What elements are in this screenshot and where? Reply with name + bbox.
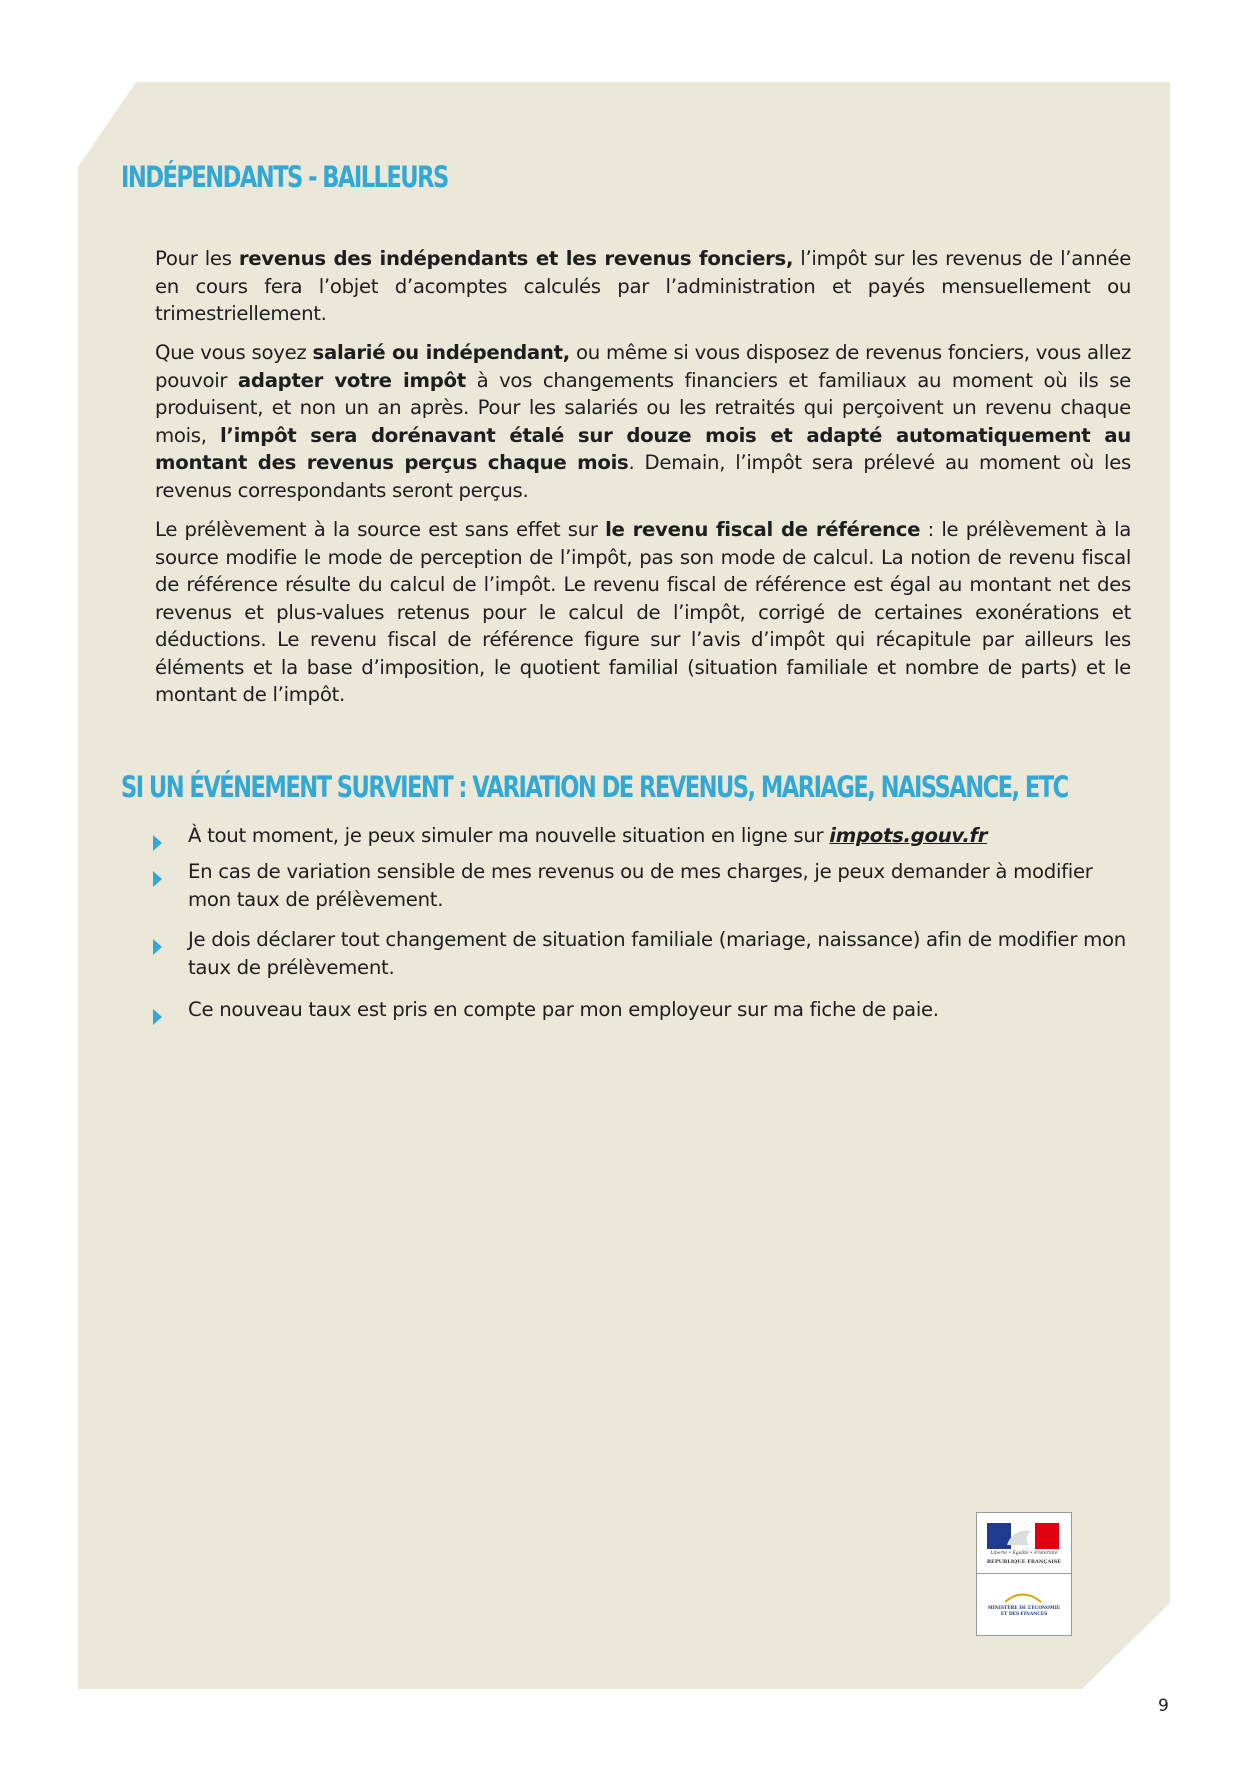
paragraph-independants <box>155 245 1131 328</box>
bullet-arrow-icon <box>153 939 162 955</box>
impots-link[interactable]: impots.gouv.fr <box>829 824 988 847</box>
text: À tout moment, je peux simuler ma nouvelle situation en ligne sur <box>188 824 830 847</box>
text: ou même si vous disposez de revenus fonciers, vous allez pouvoir <box>155 341 1131 392</box>
ministry-arc-icon <box>1003 1591 1043 1603</box>
paragraph-revenu-fiscal <box>155 516 1131 709</box>
marianne-flag-icon <box>987 1523 1059 1549</box>
logo-motto: Liberté • Égalité • Fraternité <box>990 1551 1058 1556</box>
list-item: Ce nouveau taux est pris en compte par mon employeur sur ma fiche de paie. <box>188 998 939 1021</box>
ministry-logo <box>976 1512 1072 1636</box>
text: Que vous soyez <box>155 341 313 364</box>
text: : le prélèvement à la source modifie le mode de perception de l’impôt, pas son mode de calcul. La notion de revenu fiscal de référence résulte du calcul de l’impôt. Le revenu fiscal de référence est égal au montant net des revenus et plus-values retenus pour le calcul de l’impôt, corrigé de certaines exonérations et déductions. Le revenu fiscal de référence figure sur l’avis d’impôt qui récapitule par ailleurs les éléments et la base d’imposition, le quotient familial (situation familiale et nombre de parts) et le montant de l’impôt. <box>155 518 1132 706</box>
text: Le prélèvement à la source est sans effet sur <box>155 518 606 541</box>
bold-text: revenus des indépendants et les revenus fonciers, <box>238 247 794 270</box>
list-item: Je dois déclarer tout changement de situation familiale (mariage, naissance) afin de modifier mon taux de prélèvement. <box>188 928 1126 979</box>
logo-ministry-line: MINISTÈRE DE L’ÉCONOMIE <box>987 1606 1061 1611</box>
bullet-arrow-icon <box>153 871 162 887</box>
bold-text: salarié ou indépendant, <box>312 341 570 364</box>
section-heading-independants: INDÉPENDANTS - BAILLEURS <box>121 160 448 194</box>
bold-text: adapter votre impôt <box>237 368 466 392</box>
paragraph-salarie <box>155 339 1131 504</box>
logo-ministry-line: ET DES FINANCES <box>1000 1611 1048 1617</box>
text: Pour les <box>155 247 239 270</box>
logo-ministry <box>977 1606 1071 1617</box>
list-item <box>188 822 1131 850</box>
section-heading-evenement: SI UN ÉVÉNEMENT SURVIENT : VARIATION DE REVENUS, MARIAGE, NAISSANCE, ETC <box>121 770 1068 804</box>
list-item: En cas de variation sensible de mes revenus ou de mes charges, je peux demander à modifier mon taux de prélèvement. <box>188 860 1093 911</box>
bullet-arrow-icon <box>153 1009 162 1025</box>
bold-text: l’impôt sera dorénavant étalé sur douze mois et adapté automatiquement au montant des revenus perçus chaque mois <box>155 423 1131 474</box>
text: à vos changements financiers et familiaux au moment où ils se produisent, et non un an après. Pour les salariés ou les retraités qui perçoivent un revenu chaque mois, <box>155 368 1131 447</box>
logo-republic: RÉPUBLIQUE FRANÇAISE <box>986 1559 1062 1565</box>
bullet-arrow-icon <box>153 835 162 851</box>
page-number: 9 <box>1158 1696 1169 1716</box>
text: l’impôt sur les revenus de l’année en cours fera l’objet d’acomptes calculés par l’administration et payés mensuellement ou trimestriellement. <box>155 247 1132 325</box>
logo-divider <box>977 1573 1071 1574</box>
bold-text: le revenu fiscal de référence <box>605 518 921 541</box>
text: . Demain, l’impôt sera prélevé au moment où les revenus correspondants seront perçus. <box>155 451 1132 502</box>
